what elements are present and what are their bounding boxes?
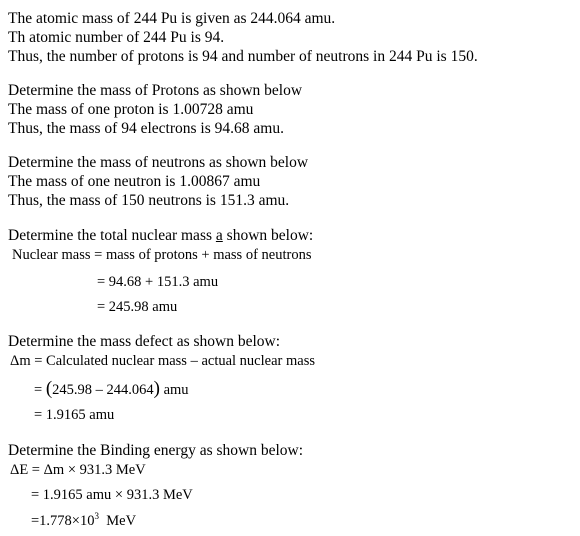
nuclear-mass-heading-end: shown below: <box>222 227 314 244</box>
open-parenthesis: ( <box>45 378 53 399</box>
mass-defect-heading: Determine the mass defect as shown below: <box>8 333 281 350</box>
mass-defect-equation: Δm = Calculated nuclear mass – actual nuclear mass <box>10 353 315 369</box>
binding-energy-exponent: 3 <box>94 511 99 521</box>
nuclear-mass-heading-underlined: a <box>215 227 223 244</box>
binding-energy-equation: ΔE = Δm × 931.3 MeV <box>10 462 146 478</box>
binding-energy-substitution: = 1.9165 amu × 931.3 MeV <box>31 487 193 503</box>
neutrons-mass-heading: Determine the mass of neutrons as shown below <box>8 154 309 171</box>
mass-defect-substitution-equals: = <box>34 382 46 398</box>
protons-mass-heading: Determine the mass of Protons as shown below <box>8 82 303 99</box>
close-parenthesis: ) <box>153 378 160 399</box>
neutrons-total-mass-statement: Thus, the mass of 150 neutrons is 151.3 amu. <box>8 192 290 209</box>
protons-total-mass-statement: Thus, the mass of 94 electrons is 94.68 amu. <box>8 120 284 137</box>
binding-energy-unit: MeV <box>98 513 137 529</box>
nuclear-mass-result: = 245.98 amu <box>97 299 178 315</box>
binding-energy-result-base: =1.778×10 <box>31 513 95 529</box>
atomic-mass-statement: The atomic mass of 244 Pu is given as 244.064 amu. <box>8 10 336 27</box>
mass-defect-substitution-unit: amu <box>159 382 189 398</box>
mass-defect-substitution-values: 245.98 – 244.064 <box>52 382 154 398</box>
proton-mass-statement: The mass of one proton is 1.00728 amu <box>8 101 254 118</box>
binding-energy-heading: Determine the Binding energy as shown below: <box>8 442 304 459</box>
nuclear-mass-substitution: = 94.68 + 151.3 amu <box>97 274 219 290</box>
nuclear-mass-equation: Nuclear mass = mass of protons + mass of neutrons <box>12 247 312 263</box>
nuclear-mass-heading-start: Determine the total nuclear mass <box>8 227 216 244</box>
protons-neutrons-statement: Thus, the number of protons is 94 and number of neutrons in 244 Pu is 150. <box>8 48 478 65</box>
binding-energy-result <box>31 512 136 530</box>
neutron-mass-statement: The mass of one neutron is 1.00867 amu <box>8 173 261 190</box>
atomic-number-statement: Th atomic number of 244 Pu is 94. <box>8 29 225 46</box>
mass-defect-result: = 1.9165 amu <box>34 407 115 423</box>
mass-defect-substitution <box>34 378 189 399</box>
nuclear-mass-heading <box>8 227 313 245</box>
